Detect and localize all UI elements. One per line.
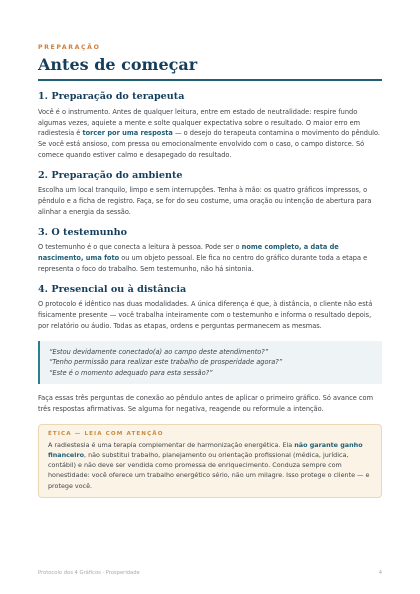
paragraph-in-person-remote: O protocolo é idêntico nas duas modalidades. A única diferença é que, à distância, o cliente não está fisicamente presente — você trabalha inteiramente com o testemunho e informa o resultado depois, por relatório ou áudio. Todas as etapas, ordens e perguntas permanecem as mesmas. xyxy=(38,300,373,330)
ethics-callout xyxy=(38,424,382,498)
footer-document-title: Protocolo dos 4 Gráficos · Prosperidade xyxy=(38,570,140,576)
heading-therapist-prep: 1. Preparação do terapeuta xyxy=(38,91,185,103)
heading-environment-prep: 2. Preparação do ambiente xyxy=(38,169,183,181)
ethics-label: ÉTICA — LEIA COM ATENÇÃO xyxy=(48,430,164,437)
paragraph-connection-instructions: Faça essas três perguntas de conexão ao pêndulo antes de aplicar o primeiro gráfico. Só avance com três respostas afirmativas. Se alguma for negativa, reagende ou reformule a intenção. xyxy=(38,393,373,413)
text-span: ou um objeto pessoal. Ele fica no centro do gráfico durante toda a etapa e representa o foco do trabalho. Sem testemunho, não há sintonia. xyxy=(38,254,368,273)
text-span: A radiestesia é uma terapia complementar de harmonização energética. Ela xyxy=(48,440,295,449)
text-span: O testemunho é o que conecta a leitura à pessoa. Pode ser o xyxy=(38,243,242,252)
section-eyebrow: PREPARAÇÃO xyxy=(38,44,101,51)
connection-questions-box xyxy=(38,341,382,384)
text-span: Você é o instrumento. Antes de qualquer leitura, entre em estado de neutralidade: respire fundo algumas vezes, aquiete a mente e solte qualquer expectativa sobre o resultado. O maior erro em radiestesia é xyxy=(38,107,361,138)
paragraph-therapist-prep xyxy=(38,107,382,161)
text-span: , não substitui trabalho, planejamento ou orientação profissional (médica, jurídica, contábil) e não deve ser vendida como promessa de enriquecimento. Conduza sempre com honestidade: você oferece um trabalho energético sério, não um milagre. Isso protege o cliente — e protege você. xyxy=(48,450,370,490)
page-title: Antes de começar xyxy=(38,55,198,74)
highlight-text: não garante ganho financeiro xyxy=(48,440,363,459)
heading-witness: 3. O testemunho xyxy=(38,226,127,238)
ethics-paragraph xyxy=(48,440,372,491)
connection-question: “Este é o momento adequado para esta sessão?” xyxy=(49,369,213,378)
title-divider xyxy=(38,79,382,81)
paragraph-environment-prep: Escolha um local tranquilo, limpo e sem interrupções. Tenha à mão: os quatro gráficos impressos, o pêndulo e a ficha de registro. Faça, se for do seu costume, uma oração ou intenção de abertura para alinhar a energia da sessão. xyxy=(38,186,372,216)
text-span: — o desejo do terapeuta contamina o movimento do pêndulo. Se você está ansioso, com pressa ou emocionalmente envolvido com o caso, o campo distorce. Só comece quando estiver calmo e desapegado do resultado. xyxy=(38,129,381,160)
heading-in-person-remote: 4. Presencial ou à distância xyxy=(38,283,187,295)
highlight-text: nome completo, a data de nascimento, uma foto xyxy=(38,243,339,263)
paragraph-witness xyxy=(38,242,382,274)
connection-question: “Tenho permissão para realizar este trabalho de prosperidade agora?” xyxy=(49,358,283,367)
highlight-text: torcer por uma resposta xyxy=(82,129,173,138)
page-number: 4 xyxy=(378,570,382,576)
connection-question: “Estou devidamente conectado(a) ao campo deste atendimento?” xyxy=(49,347,269,356)
page-footer xyxy=(38,570,382,576)
